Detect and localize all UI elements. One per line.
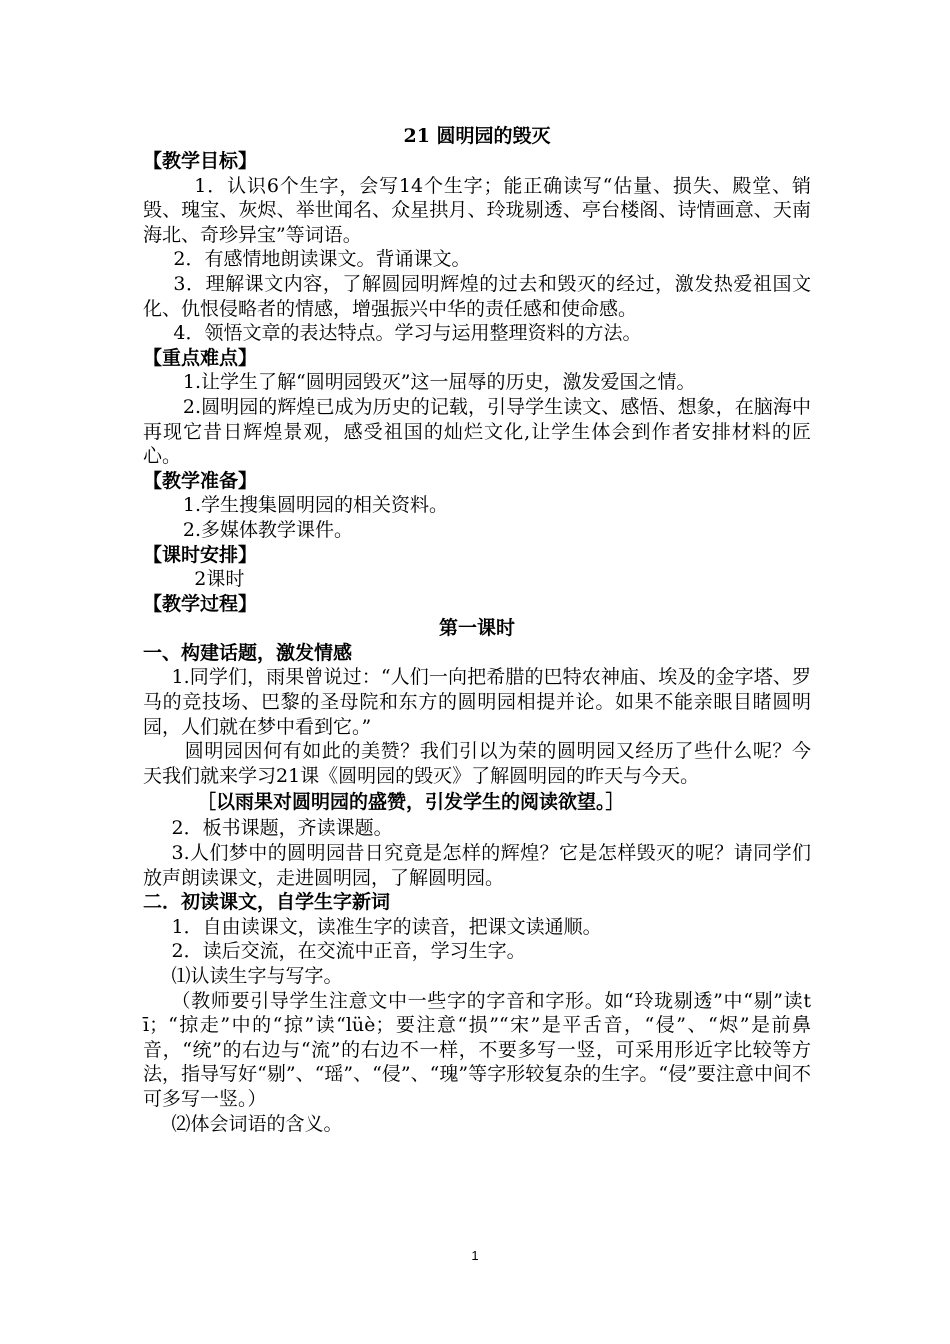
document-body: [143, 123, 811, 1136]
lesson-title: 第一课时: [438, 617, 515, 640]
paragraph: 2．板书课题，齐读课题。: [171, 817, 393, 840]
preparation-item: 1.学生搜集圆明园的相关资料。: [182, 494, 449, 517]
paragraph: 1．自由读课文，读准生字的读音，把课文读通顺。: [171, 915, 602, 938]
paragraph: ⑵体会词语的含义。: [171, 1112, 343, 1135]
document-title: 21 圆明园的毁灭: [403, 125, 551, 147]
section-heading-preparation: 【教学准备】: [143, 469, 258, 492]
section-heading-process: 【教学过程】: [143, 592, 258, 615]
goal-item: 2．有感情地朗读课文。背诵课文。: [173, 248, 471, 271]
key-point-item: 1.让学生了解“圆明园毁灭”这一屈辱的历史，激发爱国之情。: [182, 371, 696, 394]
teaching-note: ［以雨果对圆明园的盛赞，引发学生的阅读欲望。］: [197, 791, 625, 814]
preparation-item: 2.多媒体教学课件。: [182, 518, 354, 541]
goal-item: 4．领悟文章的表达特点。学习与运用整理资料的方法。: [173, 322, 642, 345]
paragraph: 2．读后交流，在交流中正音，学习生字。: [171, 940, 526, 963]
goal-item: 1．认识6个生字，会写14个生字；能正确读写“估量、损失、殿堂、销毁、瑰宝、灰烬、举世闻名、众星拱月、玲珑剔透、亭台楼阁、诗情画意、天南海北、奇珍异宝”等词语。: [143, 174, 811, 246]
paragraph: （教师要引导学生注意文中一些字的字音和字形。如“玲珑剔透”中“剔”读tī；“掠走”中的“掠”读“lüè；要注意“损”“宋”是平舌音，“侵”、“烬”是前鼻音，“统”的右边与“流”的右边不一样，不要多写一竖，可采用形近字比较等方法，指导写好“剔”、“瑶”、“侵”、“瑰”等字形较复杂的生字。“侵”要注意中间不可多写一竖。）: [143, 989, 811, 1110]
section-heading-key-points: 【重点难点】: [143, 346, 258, 369]
schedule-text: 2课时: [194, 568, 245, 591]
goal-item: 3．理解课文内容，了解圆园明辉煌的过去和毁灭的经过，激发热爱祖国文化、仇恨侵略者的情感，增强振兴中华的责任感和使命感。: [143, 272, 811, 320]
paragraph: 1.同学们，雨果曾说过：“人们一向把希腊的巴特农神庙、埃及的金字塔、罗马的竞技场、巴黎的圣母院和东方的圆明园相提并论。如果不能亲眼目睹圆明园，人们就在梦中看到它。”: [143, 666, 811, 738]
part-heading-2: 二．初读课文，自学生字新词: [143, 891, 391, 914]
key-point-item: 2.圆明园的辉煌已成为历史的记载，引导学生读文、感悟、想象，在脑海中再现它昔日辉煌景观，感受祖国的灿烂文化,让学生体会到作者安排材料的匠心。: [143, 395, 811, 468]
part-heading-1: 一、构建话题，激发情感: [143, 641, 353, 664]
page-number: 1: [471, 1248, 479, 1263]
section-heading-schedule: 【课时安排】: [143, 543, 258, 566]
paragraph: 3.人们梦中的圆明园昔日究竟是怎样的辉煌？它是怎样毁灭的呢？请同学们放声朗读课文，走进圆明园，了解圆明园。: [143, 842, 811, 889]
paragraph: 圆明园因何有如此的美赞？我们引以为荣的圆明园又经历了些什么呢？今天我们就来学习21课《圆明园的毁灭》了解圆明园的昨天与今天。: [143, 740, 811, 787]
paragraph: ⑴认读生字与写字。: [171, 965, 343, 987]
section-heading-goals: 【教学目标】: [143, 150, 258, 172]
